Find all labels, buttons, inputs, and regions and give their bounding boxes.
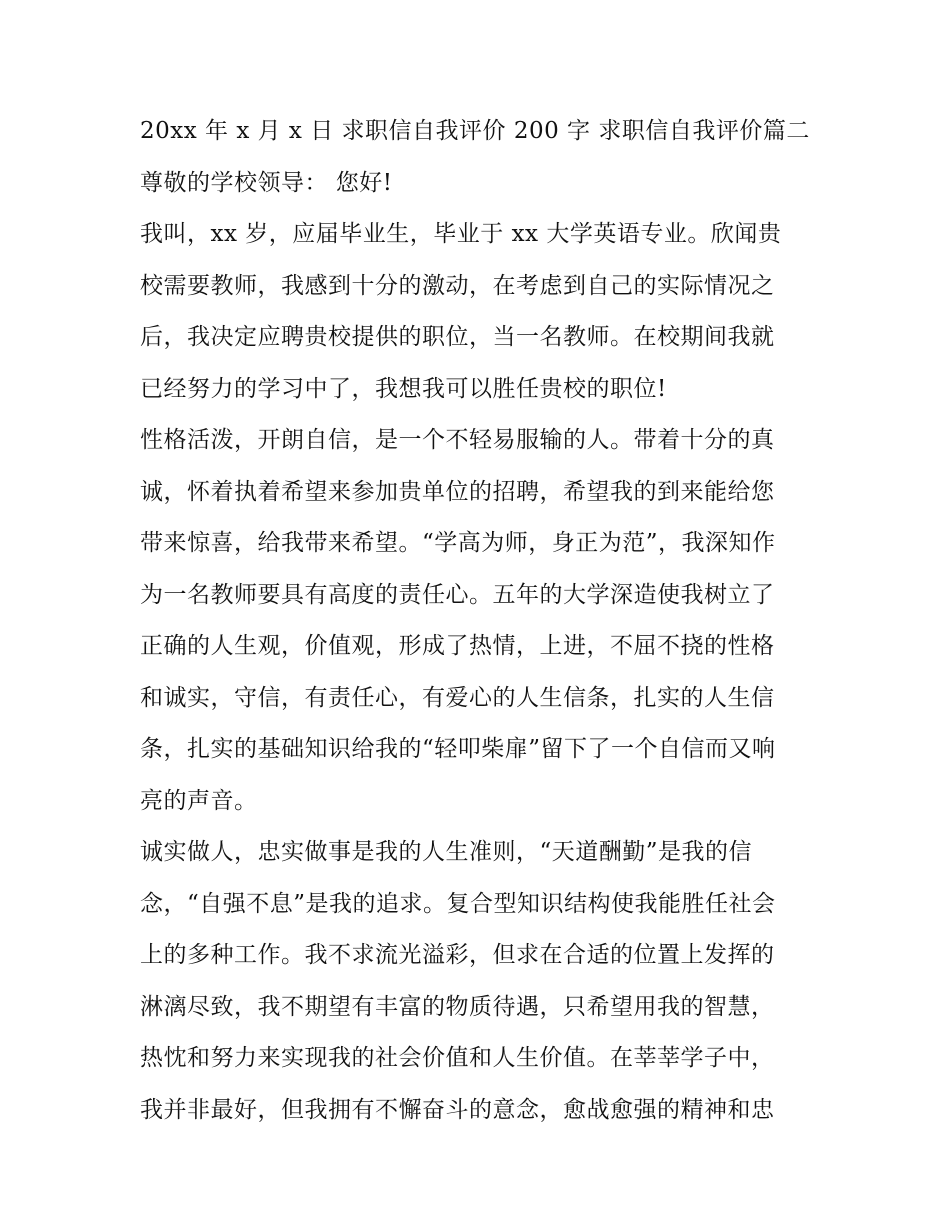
text-line: 校需要教师，我感到十分的激动，在考虑到自己的实际情况之 (140, 272, 775, 299)
document-body (140, 106, 820, 1136)
text-line: 上的多种工作。我不求流光溢彩，但求在合适的位置上发挥的 (140, 942, 775, 968)
text-line: 为一名教师要具有高度的责任心。五年的大学深造使我树立了 (140, 581, 775, 608)
text-line: 带来惊喜，给我带来希望。“学高为师，身正为范”，我深知作 (140, 530, 776, 556)
text-line: 诚实做人，忠实做事是我的人生准则，“天道酬勤”是我的信 (140, 839, 753, 865)
text-line: 亮的声音。 (140, 787, 258, 814)
text-line: 性格活泼，开朗自信，是一个不轻易服输的人。带着十分的真 (140, 427, 775, 453)
text-line: 我叫，xx 岁，应届毕业生，毕业于 xx 大学英语专业。欣闻贵 (140, 221, 782, 247)
text-line: 念，“自强不息”是我的追求。复合型知识结构使我能胜任社会 (140, 890, 776, 917)
text-line: 条，扎实的基础知识给我的“轻叩柴扉”留下了一个自信而又响 (140, 736, 776, 762)
text-line: 诚，怀着执着希望来参加贵单位的招聘，希望我的到来能给您 (140, 478, 775, 505)
text-line: 已经努力的学习中了，我想我可以胜任贵校的职位! (140, 375, 667, 402)
text-line: 尊敬的学校领导： 您好! (140, 169, 393, 196)
text-line: 热忱和努力来实现我的社会价值和人生价值。在莘莘学子中， (140, 1045, 775, 1071)
text-line: 20xx 年 x 月 x 日 求职信自我评价 200 字 求职信自我评价篇二 (140, 118, 810, 144)
text-line: 我并非最好，但我拥有不懈奋斗的意念，愈战愈强的精神和忠 (140, 1096, 775, 1123)
text-line: 正确的人生观，价值观，形成了热情，上进，不屈不挠的性格 (140, 633, 775, 659)
text-line: 淋漓尽致，我不期望有丰富的物质待遇，只希望用我的智慧， (140, 993, 775, 1020)
text-line: 后，我决定应聘贵校提供的职位，当一名教师。在校期间我就 (140, 324, 775, 350)
text-line: 和诚实，守信，有责任心，有爱心的人生信条，扎实的人生信 (140, 684, 775, 711)
